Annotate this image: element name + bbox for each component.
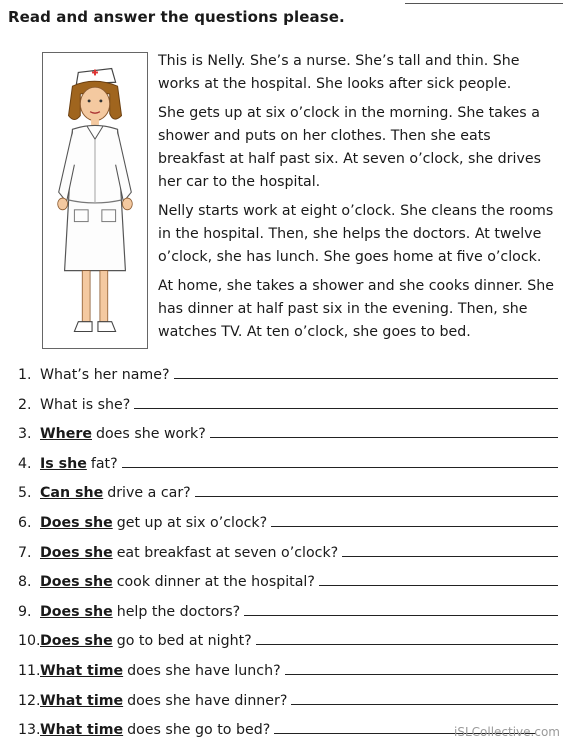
question-text: What’s her name? — [40, 367, 170, 383]
question-keyword: Does she — [40, 544, 113, 561]
answer-line[interactable] — [342, 544, 558, 557]
question-item — [18, 396, 558, 426]
question-text: does she have dinner? — [127, 692, 288, 709]
question-item — [18, 366, 558, 396]
reading-paragraph: Nelly starts work at eight o’clock. She cleans the rooms in the hospital. Then, she helps the doctors. At twelve o’clock, she has lunch. She goes home at five o’clock. — [158, 203, 554, 265]
question-item — [18, 514, 558, 544]
question-keyword: Does she — [40, 603, 113, 620]
question-text: drive a car? — [107, 485, 191, 502]
question-number: 8. — [18, 574, 32, 591]
question-keyword: What time — [40, 692, 124, 709]
answer-line[interactable] — [195, 484, 558, 497]
question-text: eat breakfast at seven o’clock? — [116, 544, 339, 561]
answer-line[interactable] — [319, 573, 558, 586]
question-item — [18, 455, 558, 485]
top-rule — [405, 3, 563, 4]
question-keyword: Does she — [40, 514, 113, 531]
question-number: 1. — [18, 367, 32, 383]
answer-line[interactable] — [134, 396, 558, 409]
answer-line[interactable] — [174, 366, 558, 379]
watermark: iSLCollective.com — [454, 725, 560, 739]
question-text: get up at six o’clock? — [116, 514, 268, 531]
question-text: go to bed at night? — [116, 633, 252, 650]
question-number: 4. — [18, 455, 32, 472]
question-number: 2. — [18, 396, 32, 413]
question-keyword: Does she — [40, 574, 113, 591]
question-text: cook dinner at the hospital? — [116, 574, 315, 591]
question-item — [18, 603, 558, 633]
reading-paragraph: At home, she takes a shower and she cooks dinner. She has dinner at half past six in the evening. Then, she watches TV. At ten o’clock, she goes to bed. — [158, 278, 554, 340]
nurse-illustration — [42, 52, 148, 349]
question-number: 6. — [18, 514, 32, 531]
question-number: 11. — [18, 662, 41, 679]
question-keyword: Does she — [40, 633, 113, 650]
answer-line[interactable] — [291, 692, 558, 705]
question-text: does she go to bed? — [127, 722, 271, 739]
question-item — [18, 632, 558, 662]
question-text: fat? — [90, 455, 118, 472]
question-item — [18, 544, 558, 574]
question-number: 9. — [18, 603, 32, 620]
questions-list — [18, 366, 558, 751]
answer-line[interactable] — [256, 632, 558, 645]
reading-passage — [158, 50, 558, 350]
question-text: does she work? — [96, 426, 206, 443]
question-item — [18, 662, 558, 692]
question-number: 5. — [18, 485, 32, 502]
answer-line[interactable] — [244, 603, 558, 616]
answer-line[interactable] — [285, 662, 558, 675]
question-item — [18, 573, 558, 603]
question-text: What is she? — [40, 396, 131, 413]
worksheet-title: Read and answer the questions please. — [8, 8, 345, 26]
question-keyword: Where — [40, 426, 92, 443]
reading-paragraph: She gets up at six o’clock in the morning. She takes a shower and puts on her clothes. Then she eats breakfast at half past six. At seven o’clock, she drives her car to the hospital. — [158, 105, 541, 190]
answer-line[interactable] — [122, 455, 558, 468]
question-number: 13. — [18, 722, 41, 739]
question-text: help the doctors? — [116, 603, 241, 620]
question-keyword: What time — [40, 722, 124, 739]
question-number: 7. — [18, 544, 32, 561]
answer-line[interactable] — [210, 425, 558, 438]
question-item — [18, 692, 558, 722]
answer-line[interactable] — [271, 514, 558, 527]
reading-paragraph: This is Nelly. She’s a nurse. She’s tall and thin. She works at the hospital. She looks after sick people. — [158, 53, 520, 92]
question-item — [18, 425, 558, 455]
question-number: 10. — [18, 633, 41, 650]
question-keyword: What time — [40, 662, 124, 679]
question-keyword: Can she — [40, 485, 104, 502]
question-keyword: Is she — [40, 455, 87, 472]
question-number: 3. — [18, 426, 32, 443]
question-text: does she have lunch? — [127, 662, 281, 679]
question-item — [18, 484, 558, 514]
question-number: 12. — [18, 692, 41, 709]
